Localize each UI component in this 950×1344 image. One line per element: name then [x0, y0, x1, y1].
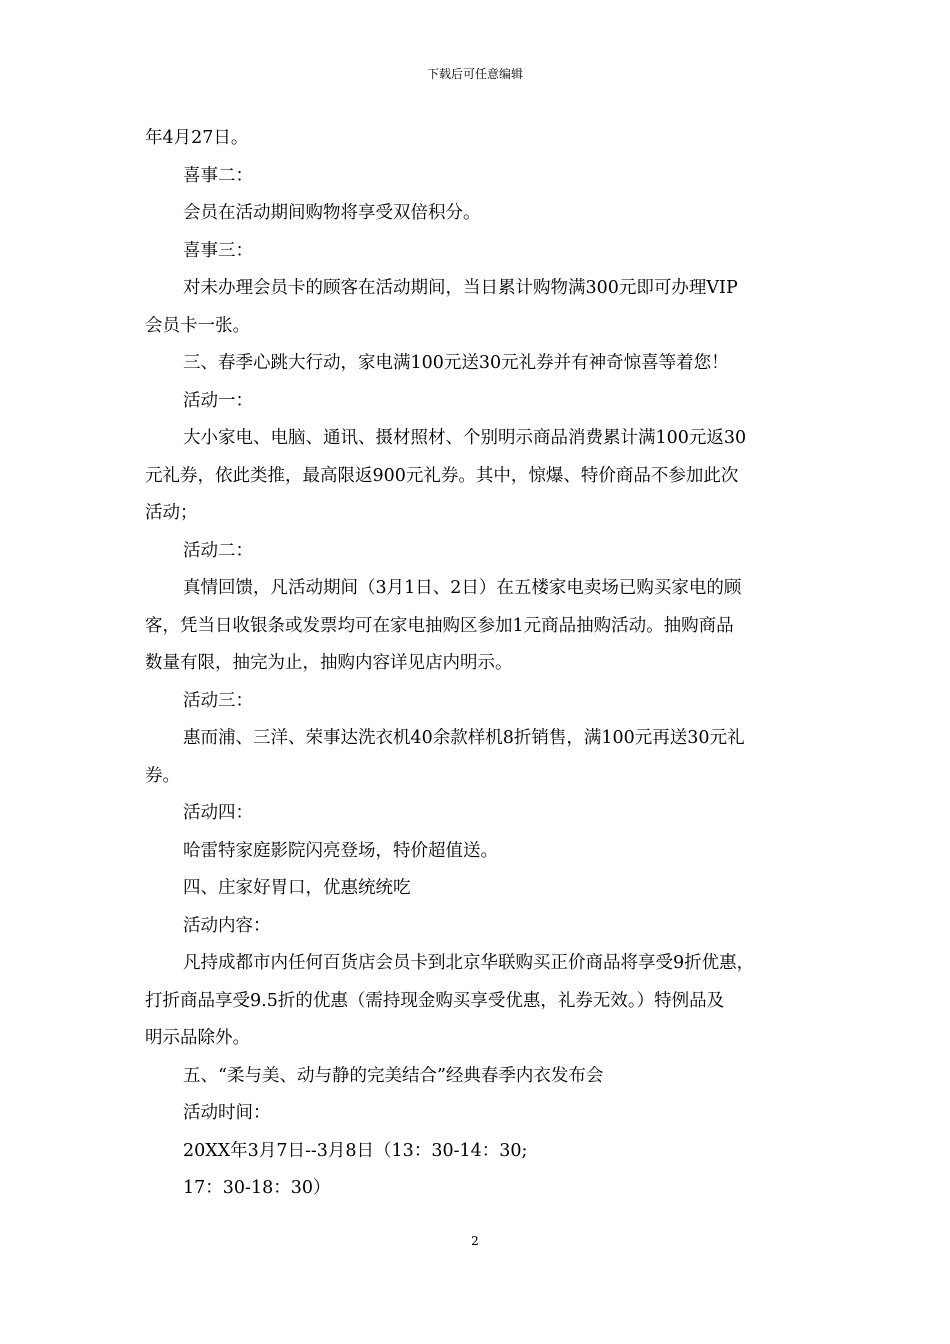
- text-line: 会员卡一张。: [145, 315, 250, 336]
- document-body: [145, 120, 807, 1208]
- text-line: 凡持成都市内任何百货店会员卡到北京华联购买正价商品将享受9折优惠，: [183, 953, 755, 973]
- text-line: 对未办理会员卡的顾客在活动期间，当日累计购物满300元即可办理VIP: [183, 278, 738, 298]
- text-line: 活动；: [145, 503, 198, 523]
- text-line: 会员在活动期间购物将享受双倍积分。: [183, 203, 481, 223]
- text-line: 四、庄家好胃口，优惠统统吃: [183, 878, 411, 898]
- text-line: 17：30-18：30）: [183, 1178, 331, 1198]
- text-line: 活动三：: [183, 690, 253, 711]
- text-line: 活动一：: [183, 390, 253, 411]
- text-line: 年4月27日。: [145, 128, 249, 148]
- text-line: 真情回馈，凡活动期间（3月1日、2日）在五楼家电卖场已购买家电的顾: [183, 578, 742, 598]
- text-line: 活动时间：: [183, 1103, 271, 1123]
- text-line: 活动四：: [183, 803, 253, 823]
- text-line: 喜事三：: [183, 240, 253, 261]
- text-line: 活动二：: [183, 540, 253, 561]
- text-line: 元礼券，依此类推，最高限返900元礼券。其中，惊爆、特价商品不参加此次: [145, 465, 739, 486]
- page-header: 下载后可任意编辑: [426, 67, 523, 81]
- text-line: 明示品除外。: [145, 1028, 250, 1048]
- text-line: 活动内容：: [183, 915, 271, 936]
- text-line: 哈雷特家庭影院闪亮登场，特价超值送。: [183, 840, 498, 861]
- text-line: 数量有限，抽完为止，抽购内容详见店内明示。: [145, 653, 513, 673]
- text-line: 惠而浦、三洋、荣事达洗衣机40余款样机8折销售，满100元再送30元礼: [183, 728, 745, 748]
- page-number: 2: [471, 1234, 479, 1248]
- text-line: 喜事二：: [183, 165, 253, 186]
- text-line: 打折商品享受9.5折的优惠（需持现金购买享受优惠，礼券无效。）特例品及: [145, 990, 725, 1011]
- text-line: 大小家电、电脑、通讯、摄材照材、个别明示商品消费累计满100元返30: [183, 428, 747, 448]
- text-line: 20XX年3月7日--3月8日（13：30-14：30;: [183, 1140, 528, 1161]
- text-line: 三、春季心跳大行动，家电满100元送30元礼券并有神奇惊喜等着您！: [183, 353, 729, 373]
- text-line: 券。: [145, 765, 180, 786]
- text-line: 客，凭当日收银条或发票均可在家电抽购区参加1元商品抽购活动。抽购商品: [145, 615, 734, 636]
- text-line: 五、“柔与美、动与静的完美结合”经典春季内衣发布会: [183, 1065, 604, 1086]
